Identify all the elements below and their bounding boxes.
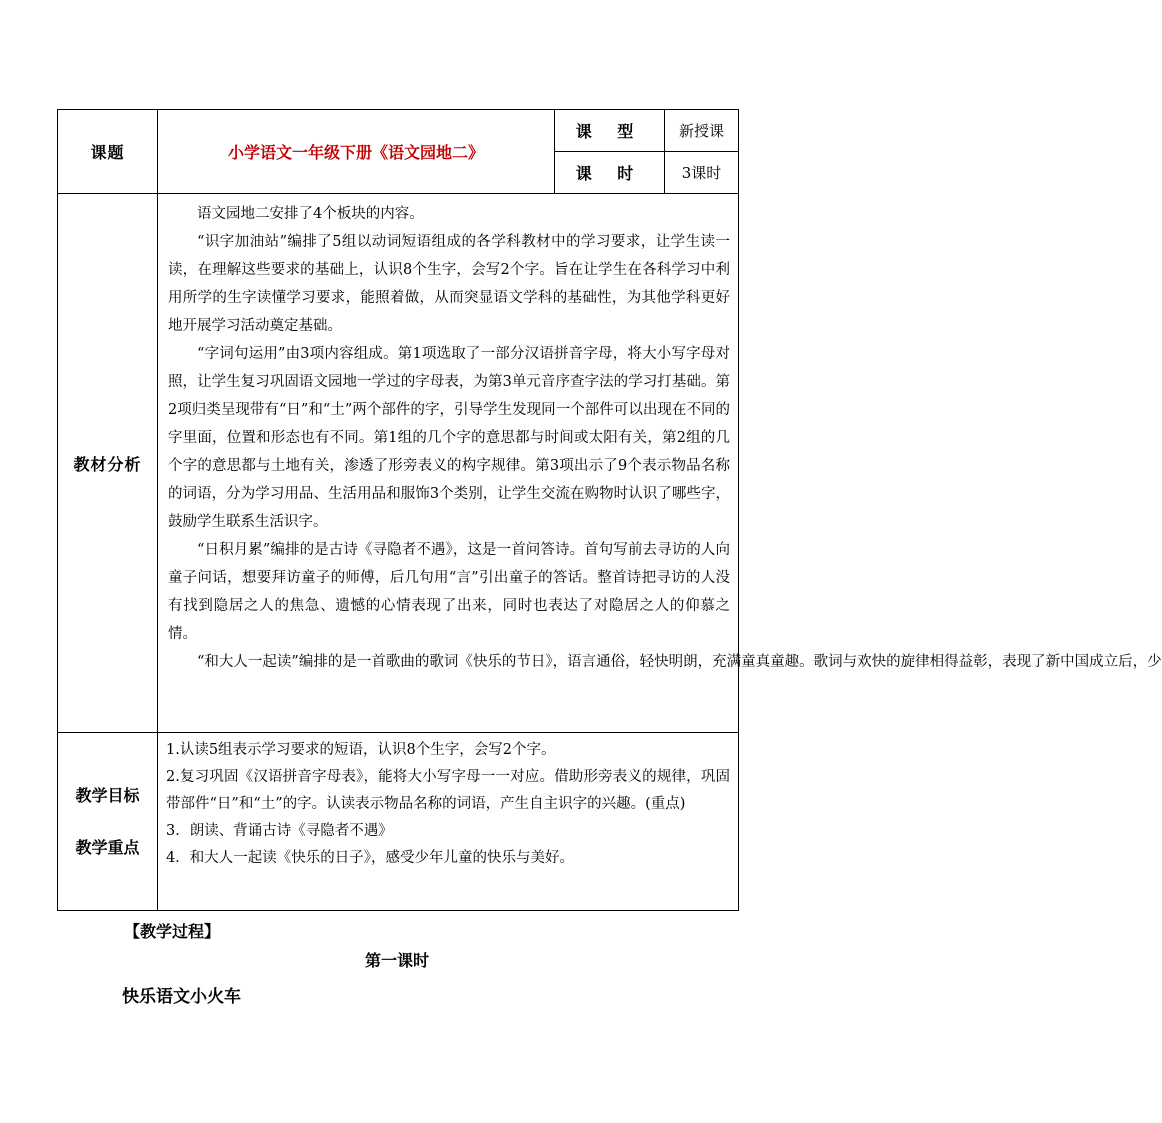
analysis-content	[158, 194, 1162, 733]
goals-label: 教学目标	[75, 785, 140, 805]
focus-label: 教学重点	[75, 837, 140, 857]
lesson-plan-table	[57, 109, 1162, 911]
analysis-paragraph: 语文园地二安排了4个板块的内容。	[197, 206, 424, 222]
goal-item: 4．和大人一起读《快乐的日子》，感受少年儿童的快乐与美好。	[166, 850, 574, 866]
activity-title: 快乐语文小火车	[122, 987, 241, 1007]
lesson-type-value: 新授课	[665, 110, 739, 152]
lesson-title: 小学语文一年级下册《语文园地二》	[158, 110, 555, 194]
analysis-paragraph: “日积月累”编排的是古诗《寻隐者不遇》，这是一首问答诗。首句写前去寻访的人向童子问话，想要拜访童子的师傅，后几句用“言”引出童子的答话。整首诗把寻访的人没有找到隐居之人的焦急、遗憾的心情表现了出来，同时也表达了对隐居之人的仰慕之情。	[168, 542, 730, 642]
analysis-paragraph: “字词句运用”由3项内容组成。第1项选取了一部分汉语拼音字母，将大小写字母对照，让学生复习巩固语文园地一学过的字母表，为第3单元音序查字法的学习打基础。第2项归类呈现带有“日”和“土”两个部件的字，引导学生发现同一个部件可以出现在不同的字里面，位置和形态也有不同。第1组的几个字的意思都与时间或太阳有关，第2组的几个字的意思都与土地有关，渗透了形旁表义的构字规律。第3项出示了9个表示物品名称的词语，分为学习用品、生活用品和服饰3个类别，让学生交流在购物时认识了哪些字，鼓励学生联系生活识字。	[168, 346, 730, 530]
goals-label-cell	[58, 733, 158, 911]
analysis-paragraph: “识字加油站”编排了5组以动词短语组成的各学科教材中的学习要求，让学生读一读，在理解这些要求的基础上，认识8个生字，会写2个字。旨在让学生在各科学习中利用所学的生字读懂学习要求，能照着做，从而突显语文学科的基础性，为其他学科更好地开展学习活动奠定基础。	[168, 234, 730, 334]
goal-item: 2.复习巩固《汉语拼音字母表》，能将大小写字母一一对应。借助形旁表义的规律，巩固带部件“日”和“土”的字。认读表示物品名称的词语，产生自主识字的兴趣。(重点)	[166, 769, 730, 812]
first-lesson-title: 第一课时	[364, 951, 429, 970]
goal-item: 1.认读5组表示学习要求的短语，认识8个生字，会写2个字。	[166, 742, 556, 758]
teaching-process-heading: 【教学过程】	[124, 922, 221, 941]
class-hours-value: 3课时	[665, 152, 739, 194]
analysis-paragraph: “和大人一起读”编排的是一首歌曲的歌词《快乐的节日》，语言通俗，轻快明朗，充满童真童趣。歌词与欢快的旋律相得益彰，表现了新中国成立后，少	[197, 654, 1162, 670]
class-hours-label: 课 时	[555, 152, 665, 194]
goals-content	[158, 733, 739, 911]
goal-item: 3．朗读、背诵古诗《寻隐者不遇》	[166, 823, 393, 839]
topic-label: 课题	[58, 110, 158, 194]
lesson-type-label: 课 型	[555, 110, 665, 152]
analysis-label: 教材分析	[58, 194, 158, 733]
